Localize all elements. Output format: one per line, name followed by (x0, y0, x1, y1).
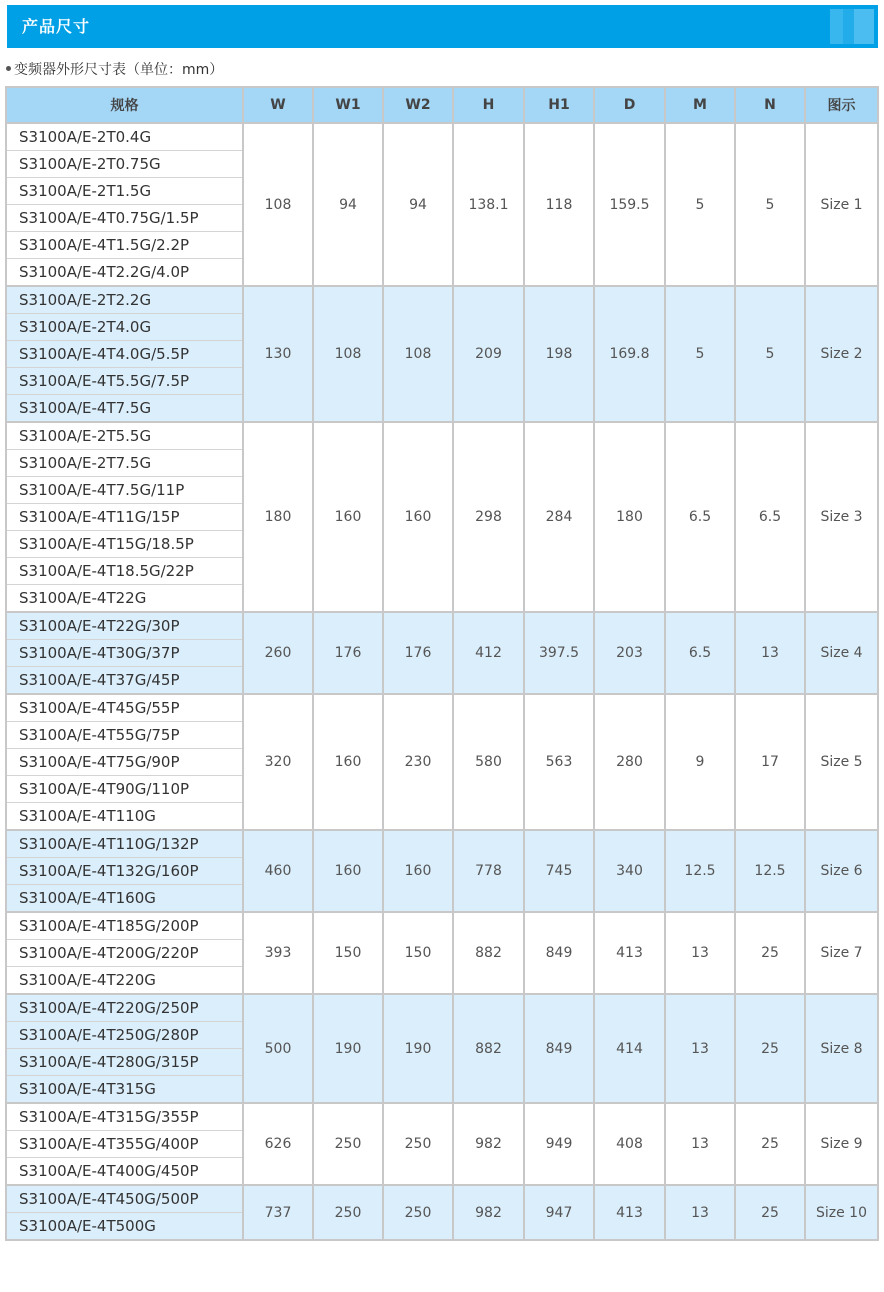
value-d: 413 (594, 1185, 665, 1240)
caption-text: 变频器外形尺寸表（单位：mm） (14, 62, 224, 78)
model-cell: S3100A/E-4T220G (6, 967, 243, 995)
section-header (7, 5, 878, 48)
value-n: 25 (735, 994, 805, 1103)
model-cell: S3100A/E-4T280G/315P (6, 1049, 243, 1076)
model-cell: S3100A/E-4T2.2G/4.0P (6, 259, 243, 287)
value-m: 6.5 (665, 422, 735, 612)
model-cell: S3100A/E-4T400G/450P (6, 1158, 243, 1186)
value-w2: 250 (383, 1103, 453, 1185)
model-cell: S3100A/E-4T18.5G/22P (6, 558, 243, 585)
value-d: 408 (594, 1103, 665, 1185)
value-h: 882 (453, 994, 524, 1103)
model-cell: S3100A/E-4T4.0G/5.5P (6, 341, 243, 368)
model-cell: S3100A/E-2T0.4G (6, 123, 243, 151)
value-w2: 150 (383, 912, 453, 994)
column-header-n: N (735, 87, 805, 123)
model-cell: S3100A/E-4T75G/90P (6, 749, 243, 776)
table-row (6, 123, 878, 151)
value-h: 982 (453, 1185, 524, 1240)
table-row (6, 830, 878, 858)
value-figure: Size 10 (805, 1185, 878, 1240)
value-m: 5 (665, 123, 735, 286)
value-w: 460 (243, 830, 313, 912)
column-header-figure: 图示 (805, 87, 878, 123)
size-group (6, 286, 878, 422)
model-cell: S3100A/E-4T160G (6, 885, 243, 913)
value-m: 13 (665, 1185, 735, 1240)
model-cell: S3100A/E-2T5.5G (6, 422, 243, 450)
value-h: 209 (453, 286, 524, 422)
value-w2: 94 (383, 123, 453, 286)
value-n: 17 (735, 694, 805, 830)
table-caption (6, 58, 223, 82)
value-w2: 160 (383, 830, 453, 912)
size-group (6, 612, 878, 694)
model-cell: S3100A/E-4T500G (6, 1213, 243, 1241)
value-n: 6.5 (735, 422, 805, 612)
value-m: 12.5 (665, 830, 735, 912)
value-h1: 397.5 (524, 612, 594, 694)
value-w1: 150 (313, 912, 383, 994)
dimensions-table (5, 86, 879, 1241)
table-row (6, 422, 878, 450)
value-d: 203 (594, 612, 665, 694)
model-cell: S3100A/E-2T1.5G (6, 178, 243, 205)
section-title: 产品尺寸 (22, 17, 91, 36)
value-w1: 160 (313, 422, 383, 612)
value-n: 25 (735, 912, 805, 994)
value-w: 393 (243, 912, 313, 994)
table-row (6, 612, 878, 640)
size-group (6, 694, 878, 830)
model-cell: S3100A/E-4T0.75G/1.5P (6, 205, 243, 232)
value-h: 298 (453, 422, 524, 612)
value-w: 130 (243, 286, 313, 422)
size-group (6, 1185, 878, 1240)
value-w2: 176 (383, 612, 453, 694)
model-cell: S3100A/E-4T110G (6, 803, 243, 831)
value-w: 320 (243, 694, 313, 830)
size-group (6, 994, 878, 1103)
value-w1: 250 (313, 1103, 383, 1185)
model-cell: S3100A/E-4T355G/400P (6, 1131, 243, 1158)
value-figure: Size 6 (805, 830, 878, 912)
model-cell: S3100A/E-4T15G/18.5P (6, 531, 243, 558)
table-row (6, 1185, 878, 1213)
table-row (6, 912, 878, 940)
table-row (6, 286, 878, 314)
value-n: 5 (735, 286, 805, 422)
value-d: 159.5 (594, 123, 665, 286)
value-w1: 190 (313, 994, 383, 1103)
value-w1: 94 (313, 123, 383, 286)
model-cell: S3100A/E-4T22G (6, 585, 243, 613)
size-group (6, 912, 878, 994)
model-cell: S3100A/E-4T90G/110P (6, 776, 243, 803)
value-figure: Size 9 (805, 1103, 878, 1185)
size-group (6, 422, 878, 612)
value-m: 13 (665, 912, 735, 994)
value-w: 626 (243, 1103, 313, 1185)
value-d: 340 (594, 830, 665, 912)
column-header-m: M (665, 87, 735, 123)
size-group (6, 123, 878, 286)
column-header-model: 规格 (6, 87, 243, 123)
value-m: 13 (665, 994, 735, 1103)
column-header-w: W (243, 87, 313, 123)
value-h1: 849 (524, 994, 594, 1103)
value-m: 13 (665, 1103, 735, 1185)
value-h1: 198 (524, 286, 594, 422)
value-h: 580 (453, 694, 524, 830)
model-cell: S3100A/E-4T315G/355P (6, 1103, 243, 1131)
value-figure: Size 5 (805, 694, 878, 830)
model-cell: S3100A/E-4T450G/500P (6, 1185, 243, 1213)
value-figure: Size 2 (805, 286, 878, 422)
value-w1: 160 (313, 830, 383, 912)
value-m: 9 (665, 694, 735, 830)
value-h1: 949 (524, 1103, 594, 1185)
model-cell: S3100A/E-4T7.5G/11P (6, 477, 243, 504)
column-header-h1: H1 (524, 87, 594, 123)
value-w: 737 (243, 1185, 313, 1240)
value-d: 413 (594, 912, 665, 994)
model-cell: S3100A/E-4T11G/15P (6, 504, 243, 531)
model-cell: S3100A/E-2T4.0G (6, 314, 243, 341)
size-group (6, 830, 878, 912)
value-d: 280 (594, 694, 665, 830)
value-figure: Size 3 (805, 422, 878, 612)
model-cell: S3100A/E-4T315G (6, 1076, 243, 1104)
value-w2: 160 (383, 422, 453, 612)
model-cell: S3100A/E-2T2.2G (6, 286, 243, 314)
value-m: 5 (665, 286, 735, 422)
value-h1: 745 (524, 830, 594, 912)
value-w: 500 (243, 994, 313, 1103)
value-w2: 250 (383, 1185, 453, 1240)
model-cell: S3100A/E-4T22G/30P (6, 612, 243, 640)
value-h1: 849 (524, 912, 594, 994)
value-w1: 250 (313, 1185, 383, 1240)
value-n: 25 (735, 1103, 805, 1185)
model-cell: S3100A/E-4T37G/45P (6, 667, 243, 695)
value-d: 169.8 (594, 286, 665, 422)
model-cell: S3100A/E-2T7.5G (6, 450, 243, 477)
value-w1: 160 (313, 694, 383, 830)
value-h: 982 (453, 1103, 524, 1185)
model-cell: S3100A/E-4T220G/250P (6, 994, 243, 1022)
table-row (6, 694, 878, 722)
model-cell: S3100A/E-2T0.75G (6, 151, 243, 178)
value-h1: 563 (524, 694, 594, 830)
model-cell: S3100A/E-4T132G/160P (6, 858, 243, 885)
value-h: 778 (453, 830, 524, 912)
value-w1: 108 (313, 286, 383, 422)
value-h: 882 (453, 912, 524, 994)
model-cell: S3100A/E-4T110G/132P (6, 830, 243, 858)
value-figure: Size 7 (805, 912, 878, 994)
value-figure: Size 4 (805, 612, 878, 694)
value-h1: 118 (524, 123, 594, 286)
value-figure: Size 1 (805, 123, 878, 286)
value-d: 414 (594, 994, 665, 1103)
value-w: 260 (243, 612, 313, 694)
column-header-d: D (594, 87, 665, 123)
value-n: 5 (735, 123, 805, 286)
table-header-row (6, 87, 878, 123)
value-w: 108 (243, 123, 313, 286)
model-cell: S3100A/E-4T55G/75P (6, 722, 243, 749)
model-cell: S3100A/E-4T250G/280P (6, 1022, 243, 1049)
table-row (6, 1103, 878, 1131)
value-w: 180 (243, 422, 313, 612)
header-decoration (830, 9, 874, 44)
value-w1: 176 (313, 612, 383, 694)
model-cell: S3100A/E-4T45G/55P (6, 694, 243, 722)
bullet-icon (6, 66, 11, 71)
model-cell: S3100A/E-4T7.5G (6, 395, 243, 423)
value-w2: 190 (383, 994, 453, 1103)
model-cell: S3100A/E-4T200G/220P (6, 940, 243, 967)
value-w2: 230 (383, 694, 453, 830)
model-cell: S3100A/E-4T1.5G/2.2P (6, 232, 243, 259)
table-row (6, 994, 878, 1022)
value-n: 13 (735, 612, 805, 694)
model-cell: S3100A/E-4T5.5G/7.5P (6, 368, 243, 395)
value-d: 180 (594, 422, 665, 612)
value-w2: 108 (383, 286, 453, 422)
model-cell: S3100A/E-4T185G/200P (6, 912, 243, 940)
column-header-w2: W2 (383, 87, 453, 123)
value-figure: Size 8 (805, 994, 878, 1103)
value-h1: 947 (524, 1185, 594, 1240)
model-cell: S3100A/E-4T30G/37P (6, 640, 243, 667)
value-h1: 284 (524, 422, 594, 612)
value-n: 12.5 (735, 830, 805, 912)
value-h: 138.1 (453, 123, 524, 286)
value-h: 412 (453, 612, 524, 694)
value-n: 25 (735, 1185, 805, 1240)
value-m: 6.5 (665, 612, 735, 694)
column-header-w1: W1 (313, 87, 383, 123)
column-header-h: H (453, 87, 524, 123)
size-group (6, 1103, 878, 1185)
